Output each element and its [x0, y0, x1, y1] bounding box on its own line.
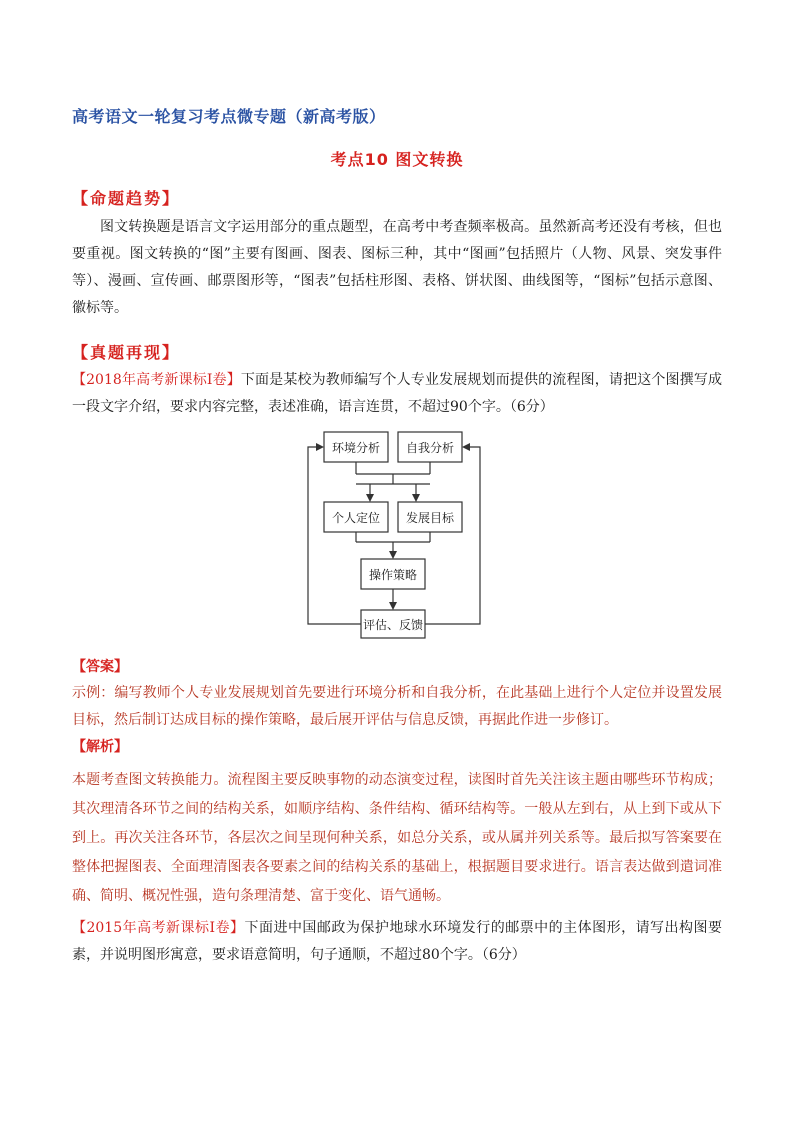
loop-left [308, 447, 361, 624]
series-title: 高考语文一轮复习考点微专题（新高考版） [72, 107, 386, 126]
node-position-label: 个人定位 [331, 511, 381, 525]
answer-text: 示例：编写教师个人专业发展规划首先要进行环境分析和自我分析，在此基础上进行个人定位并设置发展目标，然后制订达成目标的操作策略，最后展开评估与信息反馈，再据此作进一步修订。 [72, 685, 722, 728]
question-1-text: 下面是某校为教师编写个人专业发展规划而提供的流程图，请把这个图撰写成一段文字介绍，要求内容完整，表述准确，语言连贯，不超过90个字。（6分） [72, 372, 722, 415]
question-1 [72, 367, 722, 421]
analysis-label: 【解析】 [72, 739, 128, 755]
loop-right [425, 447, 480, 624]
arrowhead-strategy [389, 551, 397, 559]
arrowhead-loop-left [316, 443, 324, 451]
node-strategy-label: 操作策略 [368, 568, 418, 582]
question-2 [72, 915, 722, 969]
node-goal-label: 发展目标 [405, 511, 455, 525]
node-env-label: 环境分析 [331, 441, 381, 455]
node-self-label: 自我分析 [405, 441, 455, 455]
analysis-text: 本题考查图文转换能力。流程图主要反映事物的动态演变过程，读图时首先关注该主题由哪些环节构成；其次理清各环节之间的结构关系，如顺序结构、条件结构、循环结构等。一般从左到右，从上到下或从下到上。再次关注各环节，各层次之间呈现何种关系，如总分关系，或从属并列关系等。最后拟写答案要在整体把握图表、全面理清图表各要素之间的结构关系的基础上，根据题目要求进行。语言表达做到遣词准确、简明、概况性强，造句条理清楚、富于变化、语气通畅。 [72, 772, 722, 904]
section-heading-real: 【真题再现】 [72, 343, 181, 362]
trend-paragraph: 图文转换题是语言文字运用部分的重点题型，在高考中考查频率极高。虽然新高考还没有考核，但也要重视。图文转换的“图”主要有图画、图表、图标三种，其中“图画”包括照片（人物、风景、突发事件等）、漫画、宣传画、邮票图形等，“图表”包括柱形图、表格、饼状图、曲线图等，“图标”包括示意图、徽标等。 [72, 219, 722, 316]
arrowhead-loop-right [462, 443, 470, 451]
section-heading-trend: 【命题趋势】 [72, 189, 181, 208]
question-2-text: 下面进中国邮政为保护地球水环境发行的邮票中的主体图形，请写出构图要素，并说明图形寓意，要求语意简明，句子通顺，不超过80个字。（6分） [72, 920, 722, 963]
question-1-source: 【2018年高考新课标Ⅰ卷】 [72, 372, 241, 388]
arrowhead-goal [412, 494, 420, 502]
topic-title: 考点10 图文转换 [330, 150, 464, 169]
flowchart [300, 428, 486, 640]
arrowhead-position [366, 494, 374, 502]
answer-label: 【答案】 [72, 659, 128, 675]
arrowhead-feedback [389, 602, 397, 610]
question-2-source: 【2015年高考新课标Ⅰ卷】 [72, 920, 245, 936]
node-feedback-label: 评估、反馈 [362, 618, 424, 632]
